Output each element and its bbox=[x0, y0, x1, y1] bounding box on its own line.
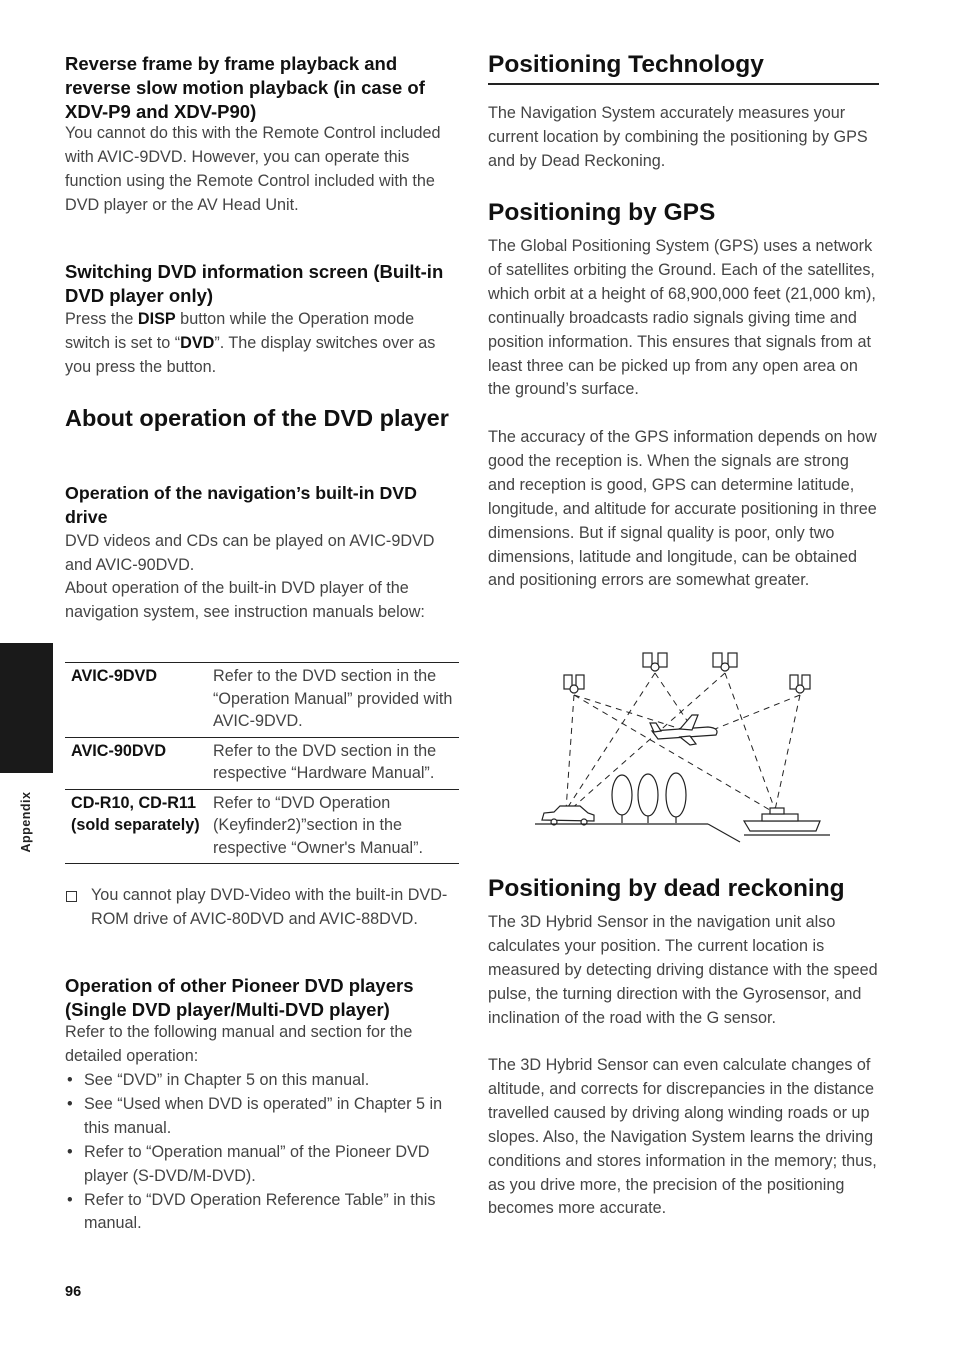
appendix-tab-label: Appendix bbox=[19, 791, 33, 853]
heading-rule bbox=[488, 83, 879, 85]
table-value: Refer to “DVD Operation (Keyfinder2)”section in the respective “Owner's Manual”. bbox=[213, 793, 424, 857]
about-body-2: About operation of the built-in DVD player of the navigation system, see instruction manuals below: bbox=[65, 579, 425, 621]
list-item: • See “DVD” in Chapter 5 on this manual. bbox=[65, 1069, 457, 1093]
gps-body-1: The Global Positioning System (GPS) uses a network of satellites orbiting the Ground. Each of the satellites, which orbit at a height of 68,900,000 feet (21,000 km), continually broadcasts radio signals giving time and position information. This ensures that signals from at least three can be picked up from any open area on the ground’s surface. bbox=[488, 237, 876, 399]
page-number: 96 bbox=[65, 1284, 82, 1300]
tech-body: The Navigation System accurately measures your current location by combining the positioning by GPS and by Dead Reckoning. bbox=[488, 104, 868, 170]
switching-body: Press the DISP button while the Operation mode switch is set to “DVD”. The display switches over as you press the button. bbox=[65, 310, 436, 376]
table-value: Refer to the DVD section in the respective “Hardware Manual”. bbox=[213, 741, 437, 782]
table-row bbox=[65, 737, 459, 789]
trees-icon bbox=[612, 773, 686, 823]
dead-heading: Positioning by dead reckoning bbox=[488, 875, 845, 902]
gps-heading: Positioning by GPS bbox=[488, 199, 716, 226]
table-row bbox=[65, 663, 459, 738]
satellite-icon bbox=[713, 653, 737, 671]
dead-body-1: The 3D Hybrid Sensor in the navigation unit also calculates your position. The current location is measured by detecting driving distance with the speed pulse, the turning direction with the Gyrosensor, and inclination of the road with the G sensor. bbox=[488, 913, 878, 1027]
switching-heading: Switching DVD information screen (Built-in DVD player only) bbox=[65, 261, 444, 306]
list-item: • Refer to “DVD Operation Reference Table” in this manual. bbox=[65, 1189, 457, 1237]
gps-illustration bbox=[530, 645, 860, 845]
ship-icon bbox=[744, 808, 830, 835]
about-subheading: Operation of the navigation’s built-in DVD drive bbox=[65, 483, 418, 527]
table-key: CD-R10, CD-R11 (sold separately) bbox=[71, 793, 200, 834]
manual-reference-table bbox=[65, 662, 459, 864]
car-icon bbox=[542, 806, 594, 825]
other-body: Refer to the following manual and section for the detailed operation: bbox=[65, 1023, 413, 1065]
reverse-body: You cannot do this with the Remote Control included with AVIC-9DVD. However, you can operate this function using the Remote Control included with the DVD player or the AV Head Unit. bbox=[65, 124, 441, 214]
disp-key: DISP bbox=[137, 310, 176, 328]
satellite-icon bbox=[790, 675, 810, 693]
about-body-1: DVD videos and CDs can be played on AVIC-9DVD and AVIC-90DVD. bbox=[65, 532, 435, 574]
dead-body-2: The 3D Hybrid Sensor can even calculate changes of altitude, and corrects for discrepancies in the distance travelled caused by driving along winding roads or up slopes. Also, the Navigation System learns the driving conditions and stores information in the memory; thus, as you drive more, the precision of the positioning becomes more accurate. bbox=[488, 1056, 877, 1218]
other-bullet-list bbox=[65, 1069, 457, 1236]
list-item: • See “Used when DVD is operated” in Chapter 5 in this manual. bbox=[65, 1093, 457, 1141]
satellite-icon bbox=[564, 675, 584, 693]
note bbox=[65, 884, 457, 932]
dvd-key: DVD bbox=[180, 333, 215, 352]
other-heading: Operation of other Pioneer DVD players (Single DVD player/Multi-DVD player) bbox=[65, 975, 414, 1020]
gps-body-2: The accuracy of the GPS information depends on how good the reception is. When the signals are strong and reception is good, GPS can determine latitude, longitude, and altitude for accurate positioning in three dimensions. But if signal quality is poor, only two dimensions, latitude and longitude, can be obtained and positioning errors are somewhat greater. bbox=[488, 428, 877, 590]
table-row bbox=[65, 789, 459, 864]
note-text: You cannot play DVD-Video with the built-in DVD-ROM drive of AVIC-80DVD and AVIC-88DVD. bbox=[91, 886, 448, 928]
table-key: AVIC-9DVD bbox=[71, 667, 158, 685]
left-column bbox=[65, 0, 457, 1233]
appendix-tab-block bbox=[0, 643, 53, 773]
reverse-heading: Reverse frame by frame playback and reverse slow motion playback (in case of XDV-P9 and XDV-P90) bbox=[65, 53, 425, 122]
about-heading: About operation of the DVD player bbox=[65, 405, 449, 431]
list-item: • Refer to “Operation manual” of the Pioneer DVD player (S-DVD/M-DVD). bbox=[65, 1141, 457, 1189]
table-value: Refer to the DVD section in the “Operation Manual” provided with AVIC-9DVD. bbox=[213, 667, 453, 730]
checkbox-icon bbox=[66, 891, 77, 902]
table-key: AVIC-90DVD bbox=[71, 741, 167, 760]
tech-heading: Positioning Technology bbox=[488, 51, 764, 78]
satellite-icon bbox=[643, 653, 667, 671]
airplane-icon bbox=[650, 715, 717, 745]
